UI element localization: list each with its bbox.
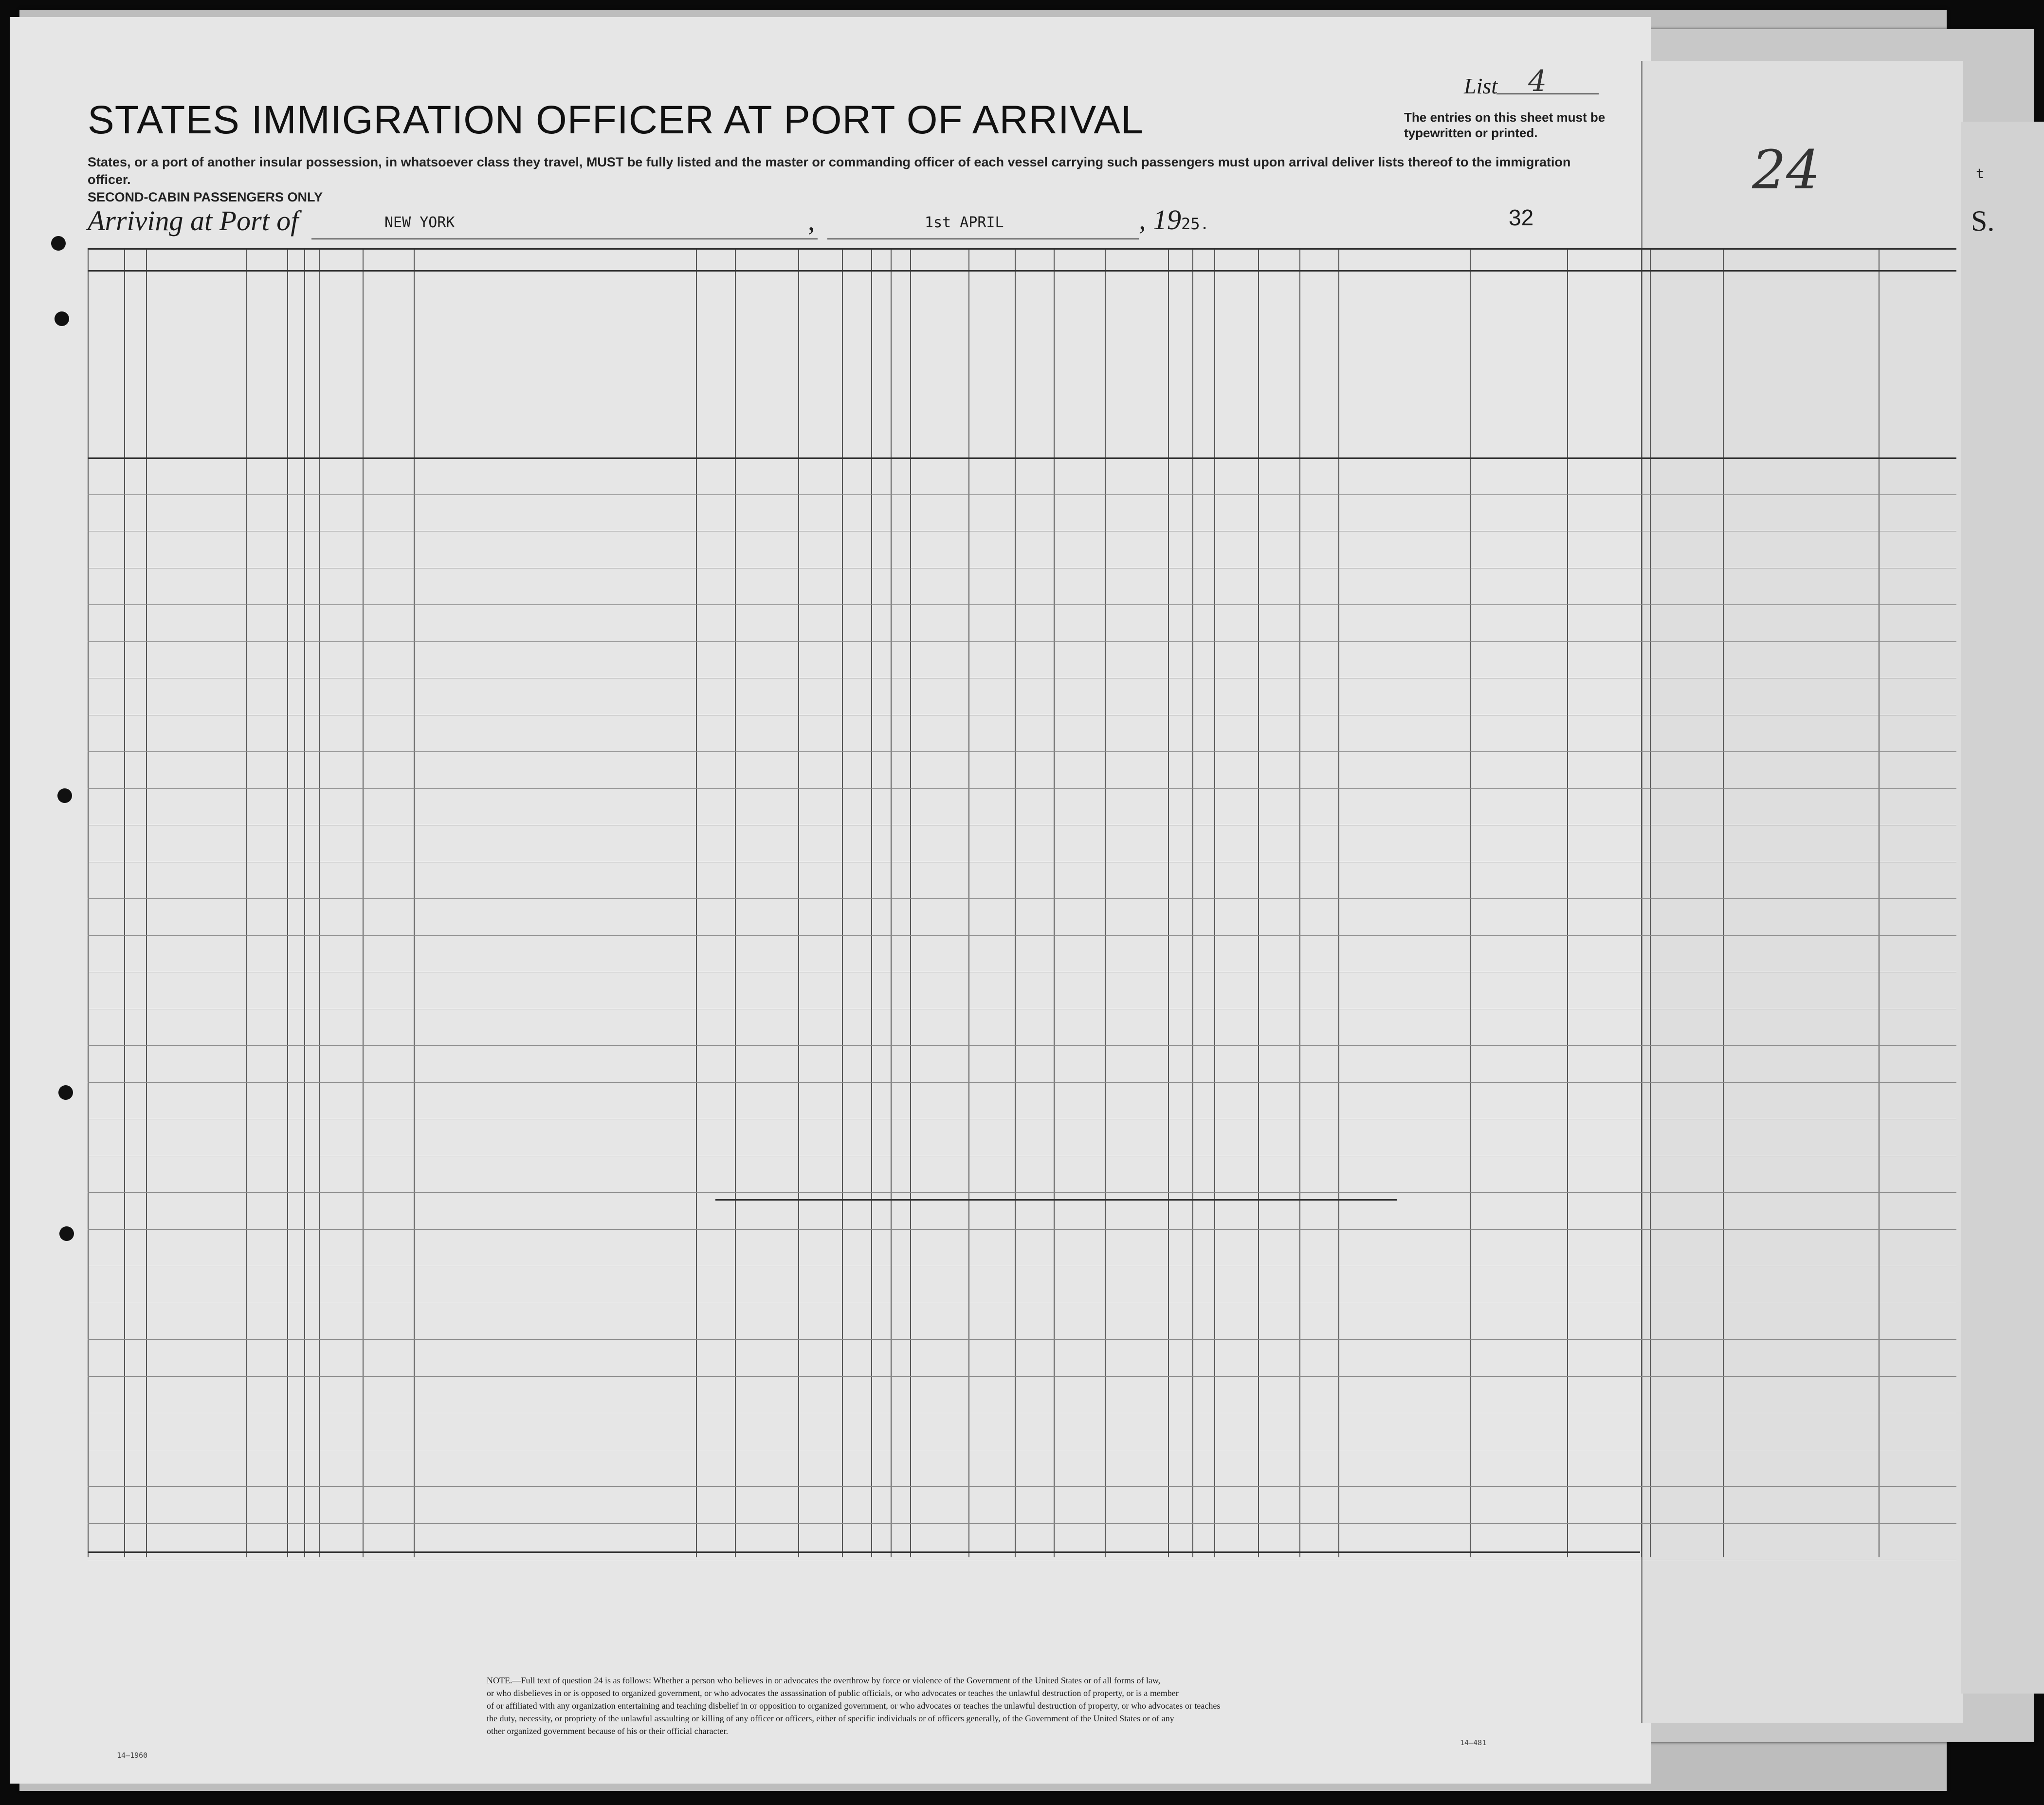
row-rule: [88, 1523, 1956, 1524]
instructions-line: States, or a port of another insular possession, in whatsoever class they travel, MUST be fully listed and the master or commanding officer of each vessel carrying such passengers must upon arrival deliver lists thereof to the immigration officer.: [88, 155, 1571, 187]
header-year-period: [319, 370, 363, 414]
row-rule: [88, 1229, 1956, 1230]
footnote: [487, 1674, 1606, 1737]
header-before-us: [287, 277, 414, 336]
column-rule: [414, 248, 415, 1557]
header-city: [1567, 380, 1641, 394]
row-rule: [88, 1192, 1956, 1193]
header-visa: [1650, 307, 1956, 321]
header-yes-no: [287, 360, 319, 389]
header-inches: [1192, 399, 1214, 414]
header-if-yes: [319, 350, 414, 365]
page-number: 32: [1509, 205, 1534, 230]
edge-text: S.: [1971, 205, 1995, 237]
strike-through-line: [715, 1199, 1397, 1201]
form-code: 14—481: [1460, 1738, 1487, 1747]
punch-hole: [57, 788, 72, 803]
handwritten-sheet-mark: 24: [1752, 139, 1820, 201]
header-p-length: [735, 297, 798, 453]
column-rule: [1338, 248, 1339, 1557]
arrival-port: NEW YORK: [384, 214, 455, 231]
header-condition: [1054, 350, 1105, 409]
header-p-citizen: [798, 297, 842, 453]
header-q25: [968, 277, 1015, 453]
header-hair: [1258, 399, 1299, 414]
column-rule: [1641, 248, 1642, 1557]
column-rule: [363, 248, 364, 1557]
column-rule: [1054, 248, 1055, 1557]
header-marks: [1338, 350, 1470, 365]
row-rule: [88, 898, 1956, 899]
date-underline: [827, 238, 1139, 239]
column-rule: [319, 248, 320, 1557]
arrival-label: Arriving at Port of: [88, 205, 299, 237]
row-rule: [88, 494, 1956, 495]
header-rule: [88, 248, 1956, 250]
column-rule: [1470, 248, 1471, 1557]
header-rule: [88, 270, 1956, 272]
header-deformed: [1105, 350, 1168, 423]
header-birthplace: [1470, 311, 1641, 326]
header-feet: [1168, 399, 1192, 414]
column-rule: [287, 248, 288, 1557]
row-rule: [88, 1486, 1956, 1487]
punch-hole: [58, 1085, 73, 1100]
column-rule: [1299, 248, 1300, 1557]
column-rule: [1214, 248, 1215, 1557]
edge-text: t: [1976, 165, 1984, 182]
header-fifty: [246, 277, 287, 453]
row-rule: [88, 1339, 1956, 1340]
header-polygamist: [871, 277, 891, 453]
header-anarchist: [891, 277, 910, 453]
row-rule: [88, 935, 1956, 936]
header-p-return: [696, 297, 735, 453]
footnote-line: other organized government because of his or their official character.: [487, 1726, 729, 1736]
year-prefix: 19: [1153, 204, 1181, 236]
row-rule: [88, 1082, 1956, 1083]
adjacent-sheet-strip: [1961, 122, 2044, 1694]
row-rule: [88, 751, 1956, 752]
column-rule: [1650, 248, 1651, 1557]
entries-note: The entries on this sheet must be typewritten or printed.: [1404, 110, 1606, 140]
column-rule: [1192, 248, 1193, 1557]
header-visa-number: [1879, 375, 1956, 389]
header-color-of: [1258, 311, 1338, 326]
footnote-line: the duty, necessity, or propriety of the unlawful assaulting or killing of any officer or officers, either of specific individuals or of officers generally, of the Government of the United States or of any: [487, 1714, 1174, 1723]
header-eyes: [1299, 399, 1338, 414]
header-where: [363, 380, 414, 399]
header-ticket: [124, 277, 146, 453]
header-purpose: [696, 280, 842, 292]
row-rule: [88, 1376, 1956, 1377]
year-suffix: 25.: [1181, 215, 1209, 233]
punch-hole: [55, 311, 69, 326]
header-deported: [1015, 277, 1054, 453]
instructions: [88, 153, 1572, 206]
column-rule: [1567, 248, 1568, 1557]
row-rule: [88, 604, 1956, 605]
header-complexion: [1214, 350, 1258, 380]
column-rule: [88, 248, 89, 1557]
comma: ,: [808, 205, 815, 237]
header-visa-place: [1723, 375, 1879, 389]
header-q24: [910, 277, 968, 453]
header-passage: [146, 302, 246, 448]
header-rule: [88, 457, 1956, 459]
column-rule: [1168, 248, 1169, 1557]
arrival-year: , 1925.: [1139, 204, 1209, 236]
list-label: List: [1464, 73, 1498, 98]
header-no-on-list: [88, 331, 124, 389]
punch-hole: [51, 236, 66, 251]
footnote-line: or who disbelieves in or is opposed to organized government, or who advocates the assassination of public officials, or who advocates or teaches the unlawful destruction of property, or is a member: [487, 1688, 1179, 1698]
strike-through-line: [88, 1551, 1640, 1553]
column-rule: [1879, 248, 1880, 1557]
footnote-line: NOTE.—Full text of question 24 is as follows: Whether a person who believes in or advocates the overthrow by force or violence of the Government of the United States or of all forms of law,: [487, 1676, 1161, 1685]
port-underline: [311, 238, 818, 239]
column-rule: [1105, 248, 1106, 1557]
list-number: 4: [1528, 64, 1547, 98]
row-rule: [88, 788, 1956, 789]
page-title: STATES IMMIGRATION OFFICER AT PORT OF ARRIVAL: [88, 98, 1144, 142]
column-rule: [1723, 248, 1724, 1557]
form-code: 14—1960: [117, 1751, 148, 1760]
list-underline: [1496, 93, 1599, 94]
header-relative: [414, 326, 696, 380]
punch-hole: [59, 1226, 74, 1241]
column-rule: [304, 248, 305, 1557]
row-rule: [88, 1045, 1956, 1046]
header-country: [1470, 380, 1567, 394]
arrival-date: 1st APRIL: [925, 214, 1004, 231]
footnote-line: of or affiliated with any organization entertaining and teaching disbelief in or opposition to organized government, or who advocates or teaches the unlawful destruction of property, or who advocates or teaches: [487, 1701, 1221, 1711]
cabin-class: SECOND-CABIN PASSENGERS ONLY: [88, 190, 323, 204]
column-rule: [1258, 248, 1259, 1557]
row-rule: [88, 641, 1956, 642]
header-height: [1168, 311, 1214, 326]
header-prison: [842, 277, 871, 453]
header-visa-date: [1650, 380, 1723, 394]
header-edge-header: [1976, 399, 2044, 414]
